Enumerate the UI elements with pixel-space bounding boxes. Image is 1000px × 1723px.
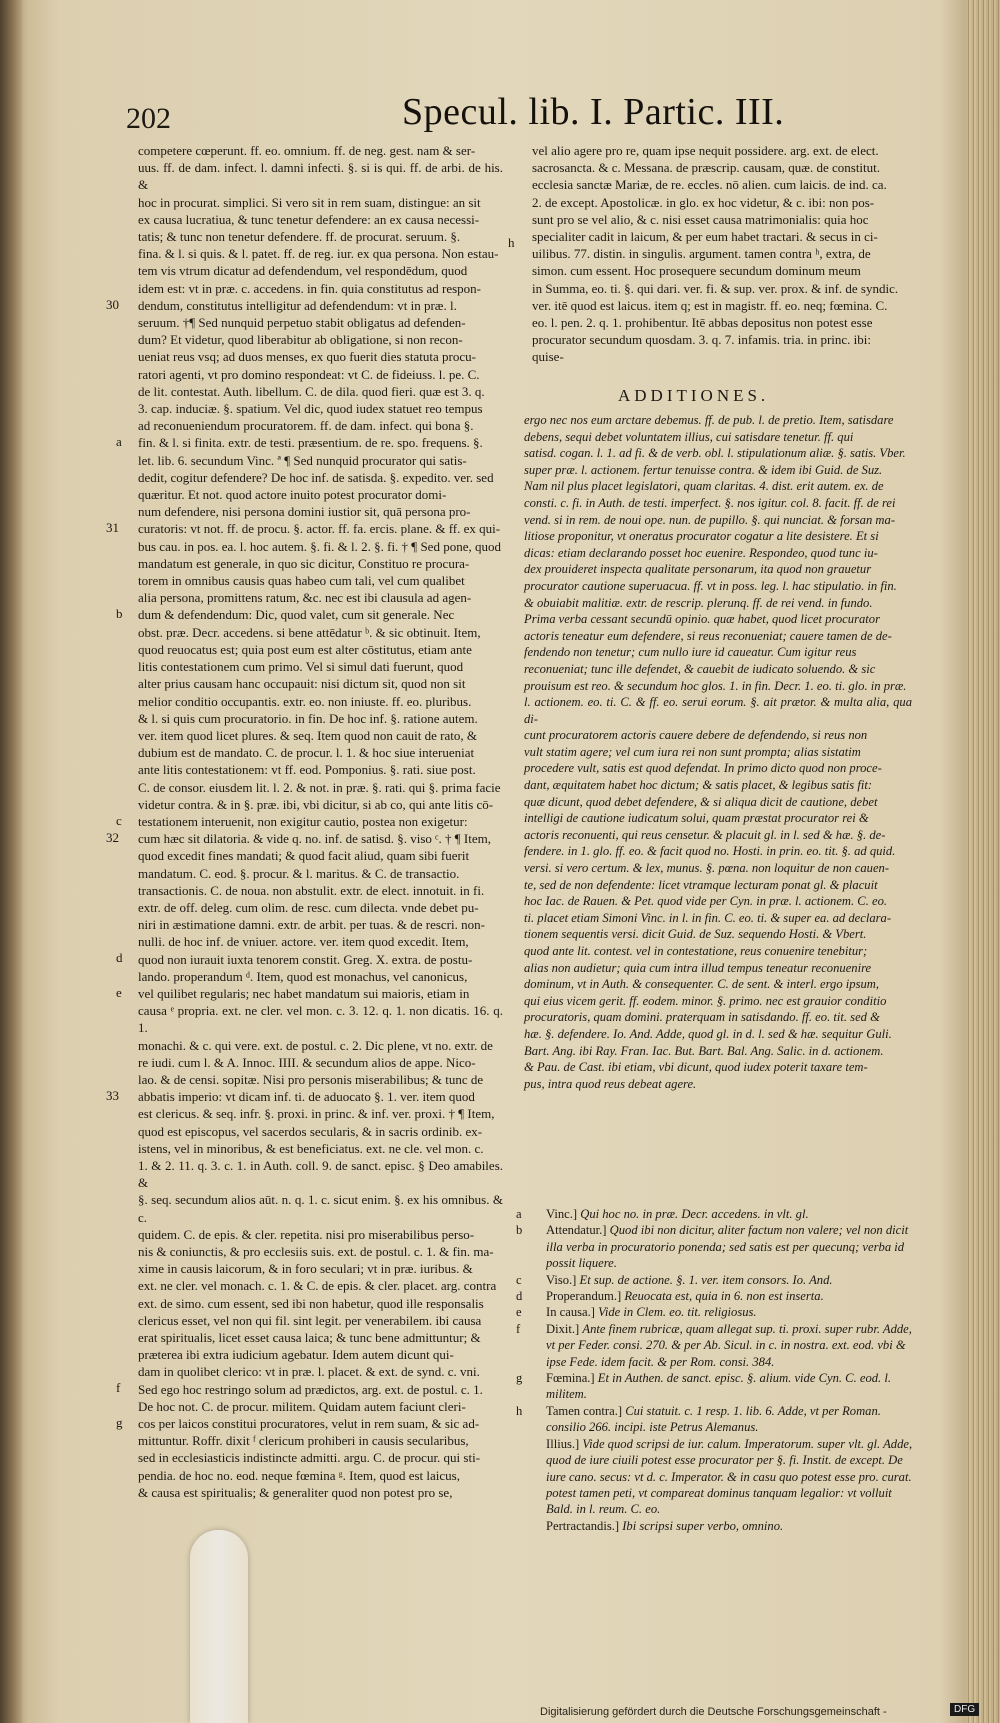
text-line: hæ. §. defendere. Io. And. Adde, quod gl. in d. l. sed & hæ. sequitur Guli. [524,1026,892,1041]
note-body: Quod ibi non dicitur, aliter factum non valere; vel non dicit illa verba in procuratorio ponenda; sed satis est per quecunq; verba id possit liquere. [546,1223,909,1271]
text-line: curatoris: vt not. ff. de procu. §. actor. ff. fa. ercis. plane. & ff. ex qui- [138,521,501,537]
note-body: Ibi scripsi super verbo, omnino. [622,1518,784,1533]
text-line: seruum. †¶ Sed nunquid perpetuo stabit obligatus ad defenden- [138,315,466,331]
note-item [516,1222,916,1271]
page-clip [190,1530,248,1723]
text-line: dum? Et videtur, quod liberabitur ab obligatione, si non recon- [138,332,463,348]
text-line: tatis; & tunc non tenetur defendere. ff. de procurat. seruum. §. [138,229,461,245]
text-line: quidem. C. de epis. & cler. repetita. nisi pro miserabilibus perso- [138,1226,475,1242]
note-text [546,1518,916,1534]
text-line: erat spiritualis, licet esset causa laica; & tunc bene admittuntur; & [138,1330,481,1346]
text-line: dubium est de mandato. C. de procur. l. 1. & hoc siue interueniat [138,745,475,761]
text-line: istens, vel in minoribus, & est beneficiatus. ext. ne cle. vel mon. c. [138,1140,484,1156]
text-line: tem vis vtrum dicatur ad defendendum, vel respondēdum, quod [138,263,468,279]
text-line: debens, sequi debet voluntatem illius, cui satisdare tenetur. ff. qui [524,429,854,444]
note-mark: b [516,1223,523,1238]
text-line: obst. præ. Decr. accedens. si bene attēdatur ᵇ. & sic obtinuit. Item, [138,624,481,640]
note-lemma: Tamen contra.] [546,1403,626,1418]
note-item [516,1321,916,1370]
text-line: melior conditio occupantis. extr. eo. non iniuste. ff. eo. pluribus. [138,693,472,709]
note-mark [516,1518,546,1534]
note-mark: a [516,1207,522,1221]
note-item [516,1518,916,1534]
text-line: alter prius causam hanc occupauit: nisi dictum sit, quod non sit [138,676,466,692]
text-line: fendere. in 1. glo. ff. eo. & facit quod no. Hosti. in prin. eo. tit. §. ad quid. [524,844,896,859]
text-line: vult statim agere; vel cum iura rei non sunt prompta; alias sistatim [524,744,861,759]
text-line: reconueniat; tunc ille defendet, & cauebit de iudicato soluendo. & sic [524,661,876,676]
text-line: fin. & l. si finita. extr. de testi. præsentium. de re. spo. frequens. §. [138,435,483,451]
text-line: qui eius vicem gerit. ff. eodem. minor. §. primo. nec est grauior conditio [524,993,887,1008]
text-line: ante litis contestationem: vt ff. eod. Pomponius. §. rati. siue post. [138,762,476,778]
note-text [546,1403,916,1436]
text-line: litiose proponitur, vt oneratus procurator cogatur a lite desistere. Et si [524,529,879,544]
text-line: nis & coniunctis, & pro ecclesiis suis. ext. de postul. c. 1. & fin. ma- [138,1244,494,1259]
note-mark: f [516,1321,521,1336]
text-line: l. actionem. eo. ti. C. & ff. eo. serui eorum. §. ait prætor. & multa alia, qua di- [524,695,912,726]
text-line: 3. cap. induciæ. §. spatium. Vel dic, quod iudex statuet reo tempus [138,401,483,417]
text-line: ver. item quod licet plures. & seq. Item quod non cauit de rato, & [138,727,478,743]
text-line: ext. de simo. cum essent, sed ibi non habetur, quod ille responsalis [138,1295,484,1311]
text-line: dominum, vt in Auth. & consequenter. C. de sent. & interl. ergo ipsum, [524,977,880,992]
note-text [546,1304,916,1320]
text-line: nulli. de hoc inf. de vniuer. actore. ver. item quod excedit. Item, [138,934,469,950]
note-body: Ante finem rubricæ, quam allegat sup. ti. proxi. super rubr. Adde, vt per Feder. consi. 270. & per Ab. Sicul. in c. in nostra. ext. eod. vbi & ipse Fede. idem facit. & per Rom. consi. 384. [546,1321,912,1369]
text-line: 1. & 2. 11. q. 3. c. 1. in Auth. coll. 9. de sanct. episc. § Deo amabiles. & [138,1157,503,1191]
note-text [546,1288,916,1304]
text-line: ex causa lucratiua, & tunc tenetur defendere: an ex causa necessi- [138,211,480,227]
text-line: uilibus. 77. distin. in singulis. argument. tamen contra ʰ, extra, de [532,246,871,262]
note-mark: h [516,1403,523,1418]
text-line: super præ. l. actionem. fertur tenuisse contra. & idem ibi Guid. de Suz. [524,462,883,477]
note-item [516,1206,916,1222]
text-line: sed in ecclesiasticis indistincte admitti. argu. C. de procur. qui sti- [138,1450,481,1466]
text-line: Nam nil plus placet legislatori, quam claritas. 4. dist. erit autem. ex. de [524,479,884,494]
text-line: sunt pro se vel alio, & c. nisi esset causa matrimonialis: quia hoc [532,211,869,227]
dfg-logo: DFG [950,1703,979,1716]
note-lemma: Illius.] [546,1436,583,1451]
text-line: hoc in procurat. simplici. Si vero sit in rem suam, distingue: an sit [138,194,481,210]
note-mark: d [516,1289,523,1304]
text-line: actoris teneatur eum defendere, si reus reconueniat; cauere tamen de de- [524,628,892,643]
text-line: extr. de off. deleg. cum olim. de resc. cum dilecta. vnde debet pu- [138,899,479,915]
text-line: bus cau. in pos. ea. l. hoc autem. §. fi. & l. 2. §. fi. † ¶ Sed pone, quod [138,538,501,554]
text-line: abbatis imperio: vt dicam inf. ti. de aduocato §. 1. ver. item quod [138,1089,475,1105]
text-line: eo. l. pen. 2. q. 1. prohibentur. Itē abbas depositus non potest esse [532,315,873,331]
note-text [546,1272,916,1288]
note-body: Reuocata est, quia in 6. non est inserta. [624,1289,824,1304]
text-line: procedere vult, satis est quod defendat. In primo dicto quod non proce- [524,761,882,776]
text-line: videtur contra. & in §. præ. ibi, vbi dicitur, si ab co, qui ante litis cō- [138,796,494,812]
note-item [516,1288,916,1304]
text-line: §. seq. secundum alios aūt. n. q. 1. c. sicut enim. §. ex his omnibus. & c. [138,1192,503,1225]
text-line: pendia. de hoc no. eod. neque fœmina ᵍ. Item, quod est laicus, [138,1467,460,1483]
text-line: quod excedit fines mandati; & quod facit aliud, quam sibi fuerit [138,848,470,864]
note-item [516,1436,916,1518]
note-text [546,1370,916,1403]
text-line: actoris reconuenti, qui reus censetur. & placuit gl. in l. sed & hæ. §. de- [524,827,886,842]
text-line: simon. cum essent. Hoc prosequere secundum dominum meum [532,263,861,279]
book-gutter [0,0,22,1723]
margin-mark: c [116,812,122,828]
note-body: Cui statuit. c. 1 resp. 1. lib. 6. Adde, vt per Roman. consilio 266. incipi. iste Petrus Alemanus. [546,1403,881,1435]
margin-mark-h: h [508,235,515,250]
page-edges [966,0,1000,1723]
text-line: vel alio agere pro re, quam ipse nequit possidere. arg. ext. de elect. [532,143,879,158]
text-line: niri in æstimatione damni. extr. de arbit. per tuas. & de rescri. non- [138,917,485,933]
text-line: quæ dicunt, quod debet defendere, & si aliqua dicit de cautione, debet [524,794,878,809]
text-line: quise- [532,349,564,365]
text-line: dam in quolibet clerico: vt in præ. l. placet. & ext. de synd. c. vni. [138,1364,480,1380]
text-line: mandatum est generale, in quo sic dicitur, Constituo re procura- [138,555,470,571]
text-line: ver. itē quod est laicus. item q; est in magistr. ff. eo. neq; fœmina. C. [532,297,888,313]
text-line: ti. placet etiam Simoni Vinc. in l. in fin. C. eo. ti. & super ea. ad declara- [524,910,892,925]
running-head: Specul. lib. I. Partic. III. [402,91,785,133]
text-line: prouisum est reo. & secundum hoc glos. 1. in fin. Decr. 1. eo. ti. glo. in præ. [524,678,907,693]
note-item [516,1370,916,1403]
text-line: quæritur. Et not. quod actore inuito potest procurator domi- [138,487,447,503]
text-line: dex prouideret inspecta qualitate personarum, ita quod non grauetur [524,562,872,577]
text-line: ecclesia sanctæ Mariæ, de re. eccles. nō alien. cum laicis. de ind. ca. [532,177,887,193]
text-line: præterea ibi extra iudicium agebatur. Idem autem dicunt qui- [138,1347,454,1363]
text-line: & obuiabit malitiæ. extr. de rescrip. plerunq. ff. de rei vend. in fundo. [524,595,873,610]
text-line: dant, æquitatem habet hoc dictum; & satis placet, & legibus satis fit: [524,778,873,793]
text-line: quod ante lit. contest. vel in contestatione, reus conuenire tenebitur; [524,944,868,958]
text-line: de lit. contestat. Auth. libellum. C. de dila. quod fieri. quæ est 3. q. [138,383,485,399]
text-line: cum hæc sit dilatoria. & vide q. no. inf. de satisd. §. viso ᶜ. † ¶ Item, [138,831,491,847]
text-line: ratori agenti, vt pro domino respondeat: vt C. de fideiuss. l. pe. C. [138,366,480,382]
text-line: torem in omnibus causis quas habeo cum tali, vel cum qualibet [138,573,465,589]
note-lemma: Fœmina.] [546,1371,598,1386]
text-line: monachi. & c. qui vere. ext. de postul. c. 2. Dic plene, vt no. extr. de [138,1037,493,1053]
margin-mark: e [116,984,122,1000]
text-line: dicas: etiam declarando posset hoc euenire. Respondeo, quod tunc iu- [524,545,878,560]
text-line: Sed ego hoc restringo solum ad prædictos, arg. ext. de postul. c. 1. [138,1381,483,1397]
note-item [516,1272,916,1288]
text-line: intelligi de cautione iudicatum solui, quam præstat procurator rei & [524,811,869,826]
text-line: & causa est spiritualis; & generaliter quod non potest pro se, [138,1484,453,1500]
text-line: quod reuocatus est; quia post eum est alter cōstitutus, etiam ante [138,641,472,657]
text-line: litis contestationem cum primo. Vel si simul dati fuerunt, quod [138,659,464,675]
note-mark: g [516,1371,523,1386]
text-line: De hoc not. C. de procur. militem. Quidam autem faciunt cleri- [138,1398,466,1414]
text-line: procuratoris, quam domini. praterquam in satisdando. ff. eo. tit. sed & [524,1010,880,1025]
note-lemma: Viso.] [546,1272,580,1287]
text-line: vel quilibet regularis; nec habet mandatum sui maioris, etiam in [138,985,470,1001]
text-line: specialiter cadit in laicum, & per eum habet tractari. & secus in ci- [532,229,878,245]
additions-heading: ADDITIONES. [618,386,770,405]
text-line: in Summa, eo. ti. §. qui dari. ver. fi. & sup. ver. prox. & inf. de syndic. [532,280,899,296]
note-text [546,1206,916,1222]
text-line: te, sed de non defendente: licet vtramque lecturam ponat gl. & placuit [524,877,878,892]
text-line: xime in causis laicorum, & in foro seculari; vt in præ. iuribus. & [138,1261,473,1277]
text-line: vend. si in rem. de noui ope. nun. de pupillo. §. qui nunciat. & forsan ma- [524,512,896,527]
margin-mark: f [116,1380,121,1396]
note-lemma: Dixit.] [546,1321,583,1336]
note-text [546,1222,916,1271]
text-line: cos per laicos constitui procuratores, velut in rem suam, & sic ad- [138,1416,480,1432]
text-line: ueniat reus vsq; ad duos menses, ex quo fuerit dies statuta procu- [138,349,476,365]
text-line: lando. properandum ᵈ. Item, quod est monachus, vel canonicus, [138,968,468,984]
note-lemma: Properandum.] [546,1289,625,1304]
text-line: & Pau. de Cast. ibi etiam, vbi dicunt, quod iudex poterit taxare tem- [524,1060,868,1075]
margin-mark: 30 [106,296,119,312]
margin-mark: 32 [106,830,119,845]
marginal-notes [516,1206,916,1534]
note-item [516,1403,916,1436]
note-mark: c [516,1272,522,1287]
note-item [516,1304,916,1320]
margin-mark: b [116,606,123,622]
text-line: ergo nec nos eum arctare debemus. ff. de pub. l. de pretio. Item, satisdare [524,413,894,427]
text-line: clericus esset, vel non qui fil. sint legit. per venerabilem. ibi causa [138,1312,482,1328]
text-line: quod est episcopus, vel sacerdos secularis, & in sacris ordinib. ex- [138,1123,483,1139]
text-line: fina. & l. si quis. & l. patet. ff. de reg. iur. ex qua persona. Non estau- [138,246,499,262]
text-line: fendendo non tenetur; cum nullo iure id caueatur. Cum igitur reus [524,645,857,660]
text-line: consti. c. fi. in Auth. de testi. imperfect. §. nos igitur. col. 8. facit. ff. de rei [524,495,896,510]
text-line: dum & defendendum: Dic, quod valet, cum sit generale. Nec [138,607,455,623]
left-column-text [138,142,503,1501]
text-line: competere cœperunt. ff. eo. omnium. ff. de neg. gest. nam & ser- [138,143,476,158]
right-column-text [532,142,914,366]
text-line: transactionis. C. de noua. non abstulit. extr. de elect. innotuit. in fi. [138,882,485,898]
text-line: 2. de except. Apostolicæ. in glo. ex hoc videtur, & c. ibi: non pos- [532,194,875,210]
text-line: versi. si vero certum. & lex, munus. §. pœna. non loquitur de non cauen- [524,861,890,876]
text-line: alias non audietur; quia cum intra illud tempus teneatur reconuenire [524,960,872,975]
note-text [546,1321,916,1370]
note-body: Et in Authen. de sanct. episc. §. alium. vide Cyn. C. eod. l. militem. [546,1371,892,1402]
text-line: hoc Iac. de Rauen. & Pet. quod vide per Cyn. in præ. l. actionem. C. eo. [524,894,888,909]
margin-mark: d [116,950,123,966]
text-line: lao. & de censi. sopitæ. Nisi pro personis miserabilibus; & tunc de [138,1071,484,1087]
note-lemma: Vinc.] [546,1207,581,1221]
note-lemma: Pertractandis.] [546,1518,623,1533]
margin-mark: a [116,434,122,450]
text-line: Bart. Ang. ibi Ray. Fran. Iac. But. Bart. Bal. Ang. Salic. in d. actionem. [524,1043,884,1058]
text-line: procurator secundum quosdam. 3. q. 7. infamis. tria. in princ. ibi: [532,332,872,348]
margin-mark: g [116,1414,123,1430]
text-line: ext. ne cler. vel monach. c. 1. & C. de epis. & cler. placet. arg. contra [138,1278,497,1294]
note-lemma: Attendatur.] [546,1223,610,1238]
note-mark [516,1436,546,1518]
note-text [546,1436,916,1518]
additions-text [524,412,912,1092]
digitization-footer: Digitalisierung gefördert durch die Deutsche Forschungsgemeinschaft - [540,1706,887,1718]
text-line: dedit, cogitur defendere? De hoc inf. de satisda. §. expedito. ver. sed [138,469,494,485]
text-line: uus. ff. de dam. infect. l. damni infecti. §. si is qui. ff. de arbi. de his. & [138,160,503,193]
text-line: dendum, constitutus intelligitur ad defendendum: vt in præ. l. [138,297,457,313]
margin-mark: 31 [106,520,119,536]
text-line: idem est: vt in præ. c. accedens. in fin. quia constitutus ad respon- [138,280,481,296]
text-line: C. de consor. eiusdem lit. l. 2. & not. in præ. §. rati. qui §. prima facie [138,779,501,795]
text-line: procurator cautione superuacua. ff. vt in poss. leg. l. hac stipulatio. in fin. [524,578,897,593]
text-line: ad reconueniendum procuratorem. ff. de dam. infect. qui bona §. [138,418,474,434]
text-line: let. lib. 6. secundum Vinc. ª ¶ Sed nunquid procurator qui satis- [138,452,467,468]
text-line: Prima verba cessant secundū opinio. quæ habet, quod licet procurator [524,612,880,627]
text-line: sacrosancta. & c. Messana. de præscrip. causam, quæ. de constitut. [532,160,881,176]
note-body: Qui hoc no. in præ. Decr. accedens. in vlt. gl. [580,1207,809,1221]
text-line: & l. si quis cum procuratorio. in fin. De hoc inf. §. ratione autem. [138,710,478,726]
text-line: re iudi. cum l. & A. Innoc. IIII. & secundum alios de appe. Nico- [138,1054,476,1070]
text-line: satisd. cogan. l. 1. ad fi. & de verb. obl. l. stipulationum aliæ. §. satis. Vber. [524,446,906,461]
text-line: cunt procuratorem actoris cauere debere de defendendo, si reus non [524,728,868,743]
page-number: 202 [126,102,171,135]
note-lemma: In causa.] [546,1305,599,1320]
text-line: quod non iurauit iuxta tenorem constit. Greg. X. extra. de postu- [138,951,473,967]
text-line: num defendere, nisi persona domini iustior sit, quā persona pro- [138,504,471,520]
text-line: pus, intra quod reus debeat agere. [524,1076,697,1091]
note-body: Vide in Clem. eo. tit. religiosus. [598,1305,757,1320]
note-body: Vide quod scripsi de iur. calum. Imperatorum. super vlt. gl. Adde, quod de iure ciuili potest esse procurator per §. fi. Instit. de except. De iure cano. secus: vt d. c. Imperator. & in casu quo potest esse pro. curat. potest tamen peti, vt compareat dominus tanquam legalior: vt volluit Bald. in l. reum. C. eo. [546,1436,913,1517]
text-line: testationem interuenit, non exigitur cautio, postea non exigetur: [138,813,468,829]
margin-mark: 33 [106,1088,119,1103]
text-line: tionem sequentis versi. dicit Guid. de Suz. sequendo Hosti. & Vbert. [524,927,867,942]
text-line: mittuntur. Roffr. dixit ᶠ clericum prohiberi in causis secularibus, [138,1433,469,1449]
text-line: mandatum. C. eod. §. procur. & l. maritus. & C. de transactio. [138,865,460,881]
note-mark: e [516,1305,522,1320]
note-body: Et sup. de actione. §. 1. ver. item consors. Io. And. [579,1272,833,1287]
text-line: alia persona, promittens ratum, &c. nec est ibi clausula ad agen- [138,590,472,606]
text-line: est clericus. & seq. infr. §. proxi. in princ. & inf. ver. proxi. † ¶ Item, [138,1106,495,1122]
text-line: causa ᵉ propria. ext. ne cler. vel mon. c. 3. 12. q. 1. non dicatis. 16. q. 1. [138,1003,503,1036]
